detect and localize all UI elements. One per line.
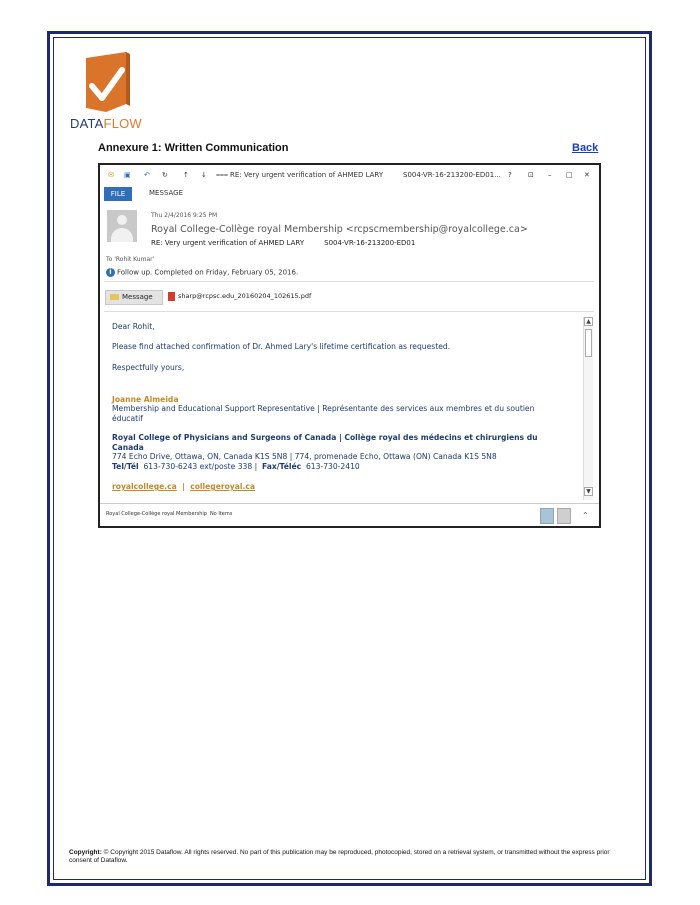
email-subject-text: RE: Very urgent verification of AHMED LARY <box>151 239 305 247</box>
toolbar-subject: RE: Very urgent verification of AHMED LARY <box>230 171 384 179</box>
attachment-message-label: Message <box>122 293 153 301</box>
mail-icon[interactable]: ✉ <box>108 171 114 179</box>
tel-label: Tel/Tél <box>112 462 139 471</box>
signature-phone <box>112 462 360 472</box>
copyright-text: © Copyright 2015 Dataflow. All rights reserved. No part of this publication may be reproduced, photocopied, stored on a retrieval system, or transmitted without the express prior consent of Dataflow. <box>69 849 610 864</box>
signature-name: Joanne Almeida <box>112 395 179 404</box>
email-subject-code: S004-VR-16-213200-ED01 <box>324 239 416 247</box>
attachment-message-button[interactable] <box>105 290 163 305</box>
signature-organization: Royal College of Physicians and Surgeons of Canada | Collège royal des médecins et chirurgiens du Canada <box>112 433 538 452</box>
link-separator: | <box>182 482 185 491</box>
email-recipient: To 'Rohit Kumar' <box>106 256 155 263</box>
undo-icon[interactable]: ↶ <box>144 171 150 179</box>
envelope-icon <box>110 294 119 300</box>
status-items: No Items <box>209 511 233 517</box>
email-scrollbar[interactable] <box>583 317 593 500</box>
pdf-icon <box>168 292 175 301</box>
signature-address: 774 Echo Drive, Ottawa, ON, Canada K1S 5N8 | 774, promenade Echo, Ottawa (ON) Canada K1S 5N8 <box>112 452 497 461</box>
follow-up-notice <box>106 268 298 277</box>
footer-divider <box>100 503 599 504</box>
email-subject <box>151 239 415 247</box>
back-link[interactable]: Back <box>572 142 599 154</box>
avatar-body <box>111 228 133 242</box>
people-avatar-icon-2[interactable] <box>557 508 571 524</box>
attachment-pdf[interactable] <box>168 291 311 302</box>
help-icon[interactable]: ? <box>508 171 512 179</box>
scroll-up-button[interactable]: ▲ <box>584 317 593 326</box>
people-avatar-icon[interactable] <box>540 508 554 524</box>
redo-icon[interactable]: ↻ <box>162 171 168 179</box>
tab-file[interactable]: FILE <box>104 187 132 201</box>
customize-icon[interactable]: ⩶ <box>216 171 228 179</box>
tab-message[interactable]: MESSAGE <box>149 189 183 197</box>
fax-label: Fax/Téléc <box>262 462 302 471</box>
fax-value: 613-730-2410 <box>305 462 360 471</box>
tel-value: 613-730-6243 ext/poste 338 | <box>143 462 258 471</box>
logo-text-data: DATA <box>70 116 104 131</box>
status-sender: Royal College-Collège royal Membership <box>106 511 207 517</box>
maximize-icon[interactable]: □ <box>566 171 573 179</box>
info-icon: i <box>106 268 115 277</box>
scroll-down-button[interactable]: ▼ <box>584 487 593 496</box>
body-greeting: Dear Rohit, <box>112 322 155 331</box>
dataflow-logo-text <box>70 116 142 131</box>
email-screenshot <box>98 163 601 528</box>
sender-avatar <box>107 210 137 242</box>
attachments-divider <box>104 311 594 312</box>
attachment-pdf-label: sharp@rcpsc.edu_20160204_102615.pdf <box>178 292 312 300</box>
chevron-up-icon[interactable]: ⌃ <box>582 511 589 520</box>
arrow-down-icon[interactable]: ↓ <box>201 171 207 179</box>
signature-links <box>112 482 255 492</box>
email-sender: Royal College-Collège royal Membership <rcpscmembership@royalcollege.ca> <box>151 224 528 235</box>
arrow-up-icon[interactable]: ↑ <box>183 171 189 179</box>
email-date: Thu 2/4/2016 9:25 PM <box>151 212 218 219</box>
follow-up-text: Follow up. Completed on Friday, February 05, 2016. <box>117 268 299 277</box>
people-pane-status <box>106 511 232 517</box>
collegeroyal-link[interactable]: collegeroyal.ca <box>190 482 255 491</box>
toolbar-code: S004-VR-16-213200-ED01... <box>403 171 501 179</box>
restore-icon[interactable]: ⊡ <box>528 171 534 179</box>
save-icon[interactable]: ▣ <box>124 171 131 179</box>
avatar-head <box>117 215 127 225</box>
copyright-label: Copyright: <box>69 849 102 856</box>
header-divider <box>104 281 594 282</box>
signature-role: Membership and Educational Support Representative | Représentante des services aux membres et du soutien éducatif <box>112 404 535 423</box>
minimize-icon[interactable]: – <box>548 171 552 179</box>
page-title: Annexure 1: Written Communication <box>98 142 289 154</box>
close-icon[interactable]: ✕ <box>584 171 590 179</box>
copyright-notice <box>69 849 629 865</box>
royalcollege-link[interactable]: royalcollege.ca <box>112 482 177 491</box>
body-paragraph: Please find attached confirmation of Dr. Ahmed Lary's lifetime certification as requested. <box>112 342 451 351</box>
email-toolbar <box>100 169 599 183</box>
scroll-thumb[interactable] <box>585 329 592 357</box>
body-closing: Respectfully yours, <box>112 363 185 372</box>
logo-text-flow: FLOW <box>103 116 142 131</box>
